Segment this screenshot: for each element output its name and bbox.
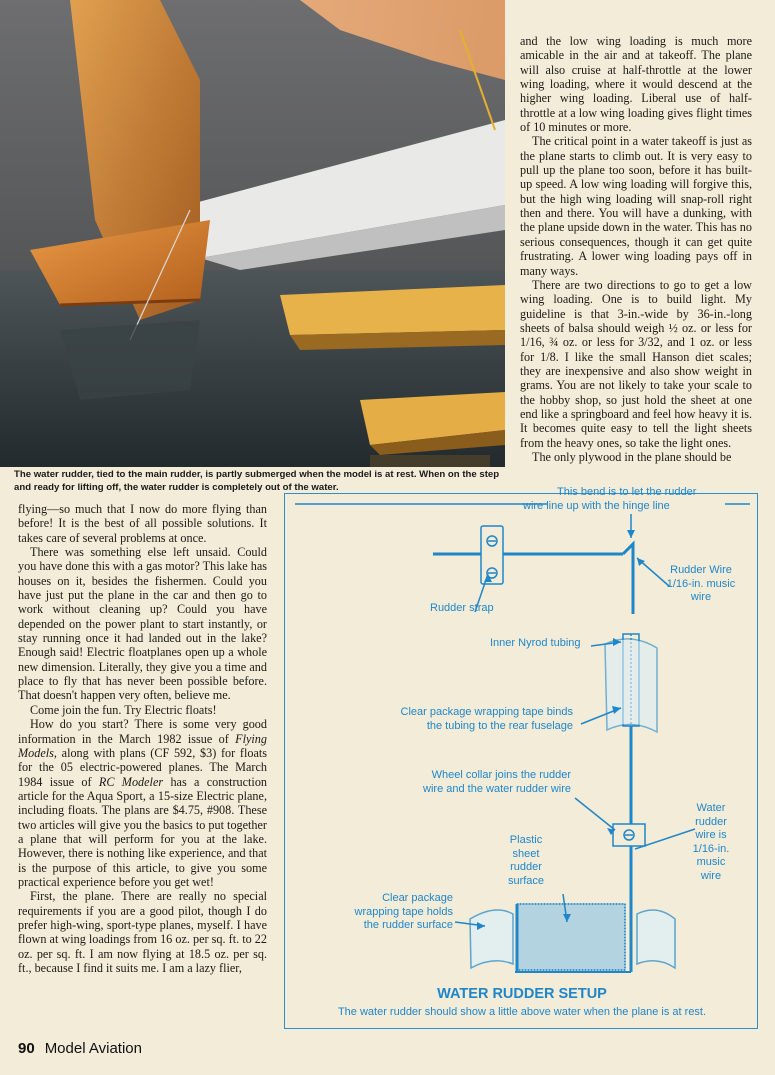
text-run: How do you start? There is some very good information in the March 1982 issue of <box>18 717 267 746</box>
paragraph: flying—so much that I now do more flying than before! It is the best of all possible solutions. It takes care of several problems at once. <box>18 502 267 545</box>
label-line: Water <box>696 802 726 814</box>
label-line: rudder <box>695 815 727 828</box>
label-line: Rudder Wire <box>670 564 732 576</box>
left-column <box>18 502 267 975</box>
label-line: sheet <box>512 847 540 860</box>
label-rudder-wire <box>655 564 747 605</box>
label-wheel-collar <box>375 769 571 796</box>
text-run: has a construction article for the Aqua Sport, a 15-size Electric plane, including floats. The plans are $4.75, #908. These two articles will give you the basics to put together a plane that will perform for you at the lake. However, there is nothing like experience, and that is the purpose of this article, to give you some practical experience before you get wet! <box>18 774 268 889</box>
label-line: wire <box>690 591 712 603</box>
label-line: 1/16-in. <box>692 842 730 855</box>
label-bend-note-2: wire line up with the hinge line <box>523 500 670 512</box>
label-line: 1/16-in. music <box>666 577 736 590</box>
label-line: wire is <box>695 829 727 841</box>
label-water-rudder-wire <box>683 802 739 883</box>
paragraph: There was something else left unsaid. Could you have done this with a gas motor? This lake has houses on it, besides the fishermen. Could you have just put the plane in the car and then go to work without cleaning up? Could you have depended on the power plant to start instantly, or stay running once it had landed out in the lake? Enough said! Electric floatplanes open up a whole new dimension. Literally, they give you a time and place to fly that has never been possible before. That doesn't happen very often, believe me. <box>18 545 267 703</box>
label-line: the rudder surface <box>363 919 453 931</box>
label-line: Clear package wrapping tape binds <box>400 706 573 718</box>
paragraph: First, the plane. There are really no special requirements if you are a good pilot, though I do prefer high-wing, sport-type planes, myself. I have flown at wing loadings from 16 oz. per sq. ft. to 22 oz. per sq. ft. I am now flying at 18.5 oz. per sq. ft., because I find it suits me. I am a lazy flier, <box>18 889 267 975</box>
photo-caption: The water rudder, tied to the main rudder, is partly submerged when the model is at rest. When on the step and ready for lifting off, the water rudder is completely out of the water. <box>14 469 500 493</box>
paragraph: The only plywood in the plane should be <box>532 449 732 464</box>
label-nyrod-tubing: Inner Nyrod tubing <box>490 637 581 649</box>
page-number: 90 <box>18 1040 35 1057</box>
label-plastic-sheet <box>493 834 559 888</box>
diagram-title: WATER RUDDER SETUP <box>437 986 607 1002</box>
label-line: wrapping tape holds <box>354 905 453 918</box>
label-tape-holds <box>329 892 453 933</box>
label-line: the tubing to the rear fuselage <box>426 719 573 732</box>
label-line: Wheel collar joins the rudder <box>431 769 571 781</box>
paragraph: and the low wing loading is much more amicable in the air and at takeoff. The plane will also cruise at half-throttle at the lower wing loading, where it would descend at the higher wing loading. Liberal use of half-throttle at a low wing loading gives flight times of 10 minutes or more. <box>520 34 752 135</box>
paragraph: The critical point in a water takeoff is just as the plane starts to climb out. It is very easy to pull up the plane too soon, before it has built-up speed. A low wing loading will forgive this, but the high wing loading will snap-roll right then and there. You will have a dunking, with the plane upside down in the water. This has no serious consequences, though it can get quite frustrating. A lower wing loading pays off in many ways. <box>520 134 752 278</box>
photo-illustration <box>0 0 505 467</box>
paragraph <box>18 717 267 889</box>
page-footer <box>18 1040 142 1057</box>
label-line: rudder <box>510 861 542 873</box>
paragraph: Come join the fun. Try Electric floats! <box>30 702 217 717</box>
water-rudder-diagram <box>284 486 758 1029</box>
label-line: surface <box>507 874 545 887</box>
label-line: Plastic <box>509 834 543 846</box>
label-tape-binds <box>359 706 573 733</box>
label-rudder-strap: Rudder strap <box>430 602 494 614</box>
label-bend-note-1: This bend is to let the rudder <box>557 486 697 498</box>
label-line: wire and the water rudder wire <box>423 782 571 795</box>
paragraph: There are two directions to go to get a low wing loading. One is to build light. My guideline is that 3-in.-wide by 36-in.-long sheets of balsa should weigh ½ oz. or less for 1/16, ¾ oz. or less for 3/32, and 1 oz. or less for 1/8. I like the small Hanson diet scales; they are inexpensive and also show weight in grams. You are not likely to take your scale to the hobby shop, so just hold the sheet at one end like a springboard and feel how heavy it is. It becomes quite easy to tell the light sheets from the heavy ones, so take the light ones. <box>520 277 752 450</box>
photo-floatplane-tail <box>0 0 505 467</box>
right-column <box>520 34 752 464</box>
magazine-name: Model Aviation <box>44 1040 142 1057</box>
label-line: wire <box>700 869 722 882</box>
diagram-subtitle: The water rudder should show a little above water when the plane is at rest. <box>337 1006 707 1018</box>
label-line: Clear package <box>382 892 453 904</box>
label-line: music <box>696 856 726 868</box>
text-run: , along with plans (CF 592, $3) for floats for the 05 electric-powered planes. The March 1984 issue of <box>18 745 267 789</box>
magazine-title: RC Modeler <box>98 774 164 789</box>
magazine-title: Flying Models <box>18 731 267 760</box>
